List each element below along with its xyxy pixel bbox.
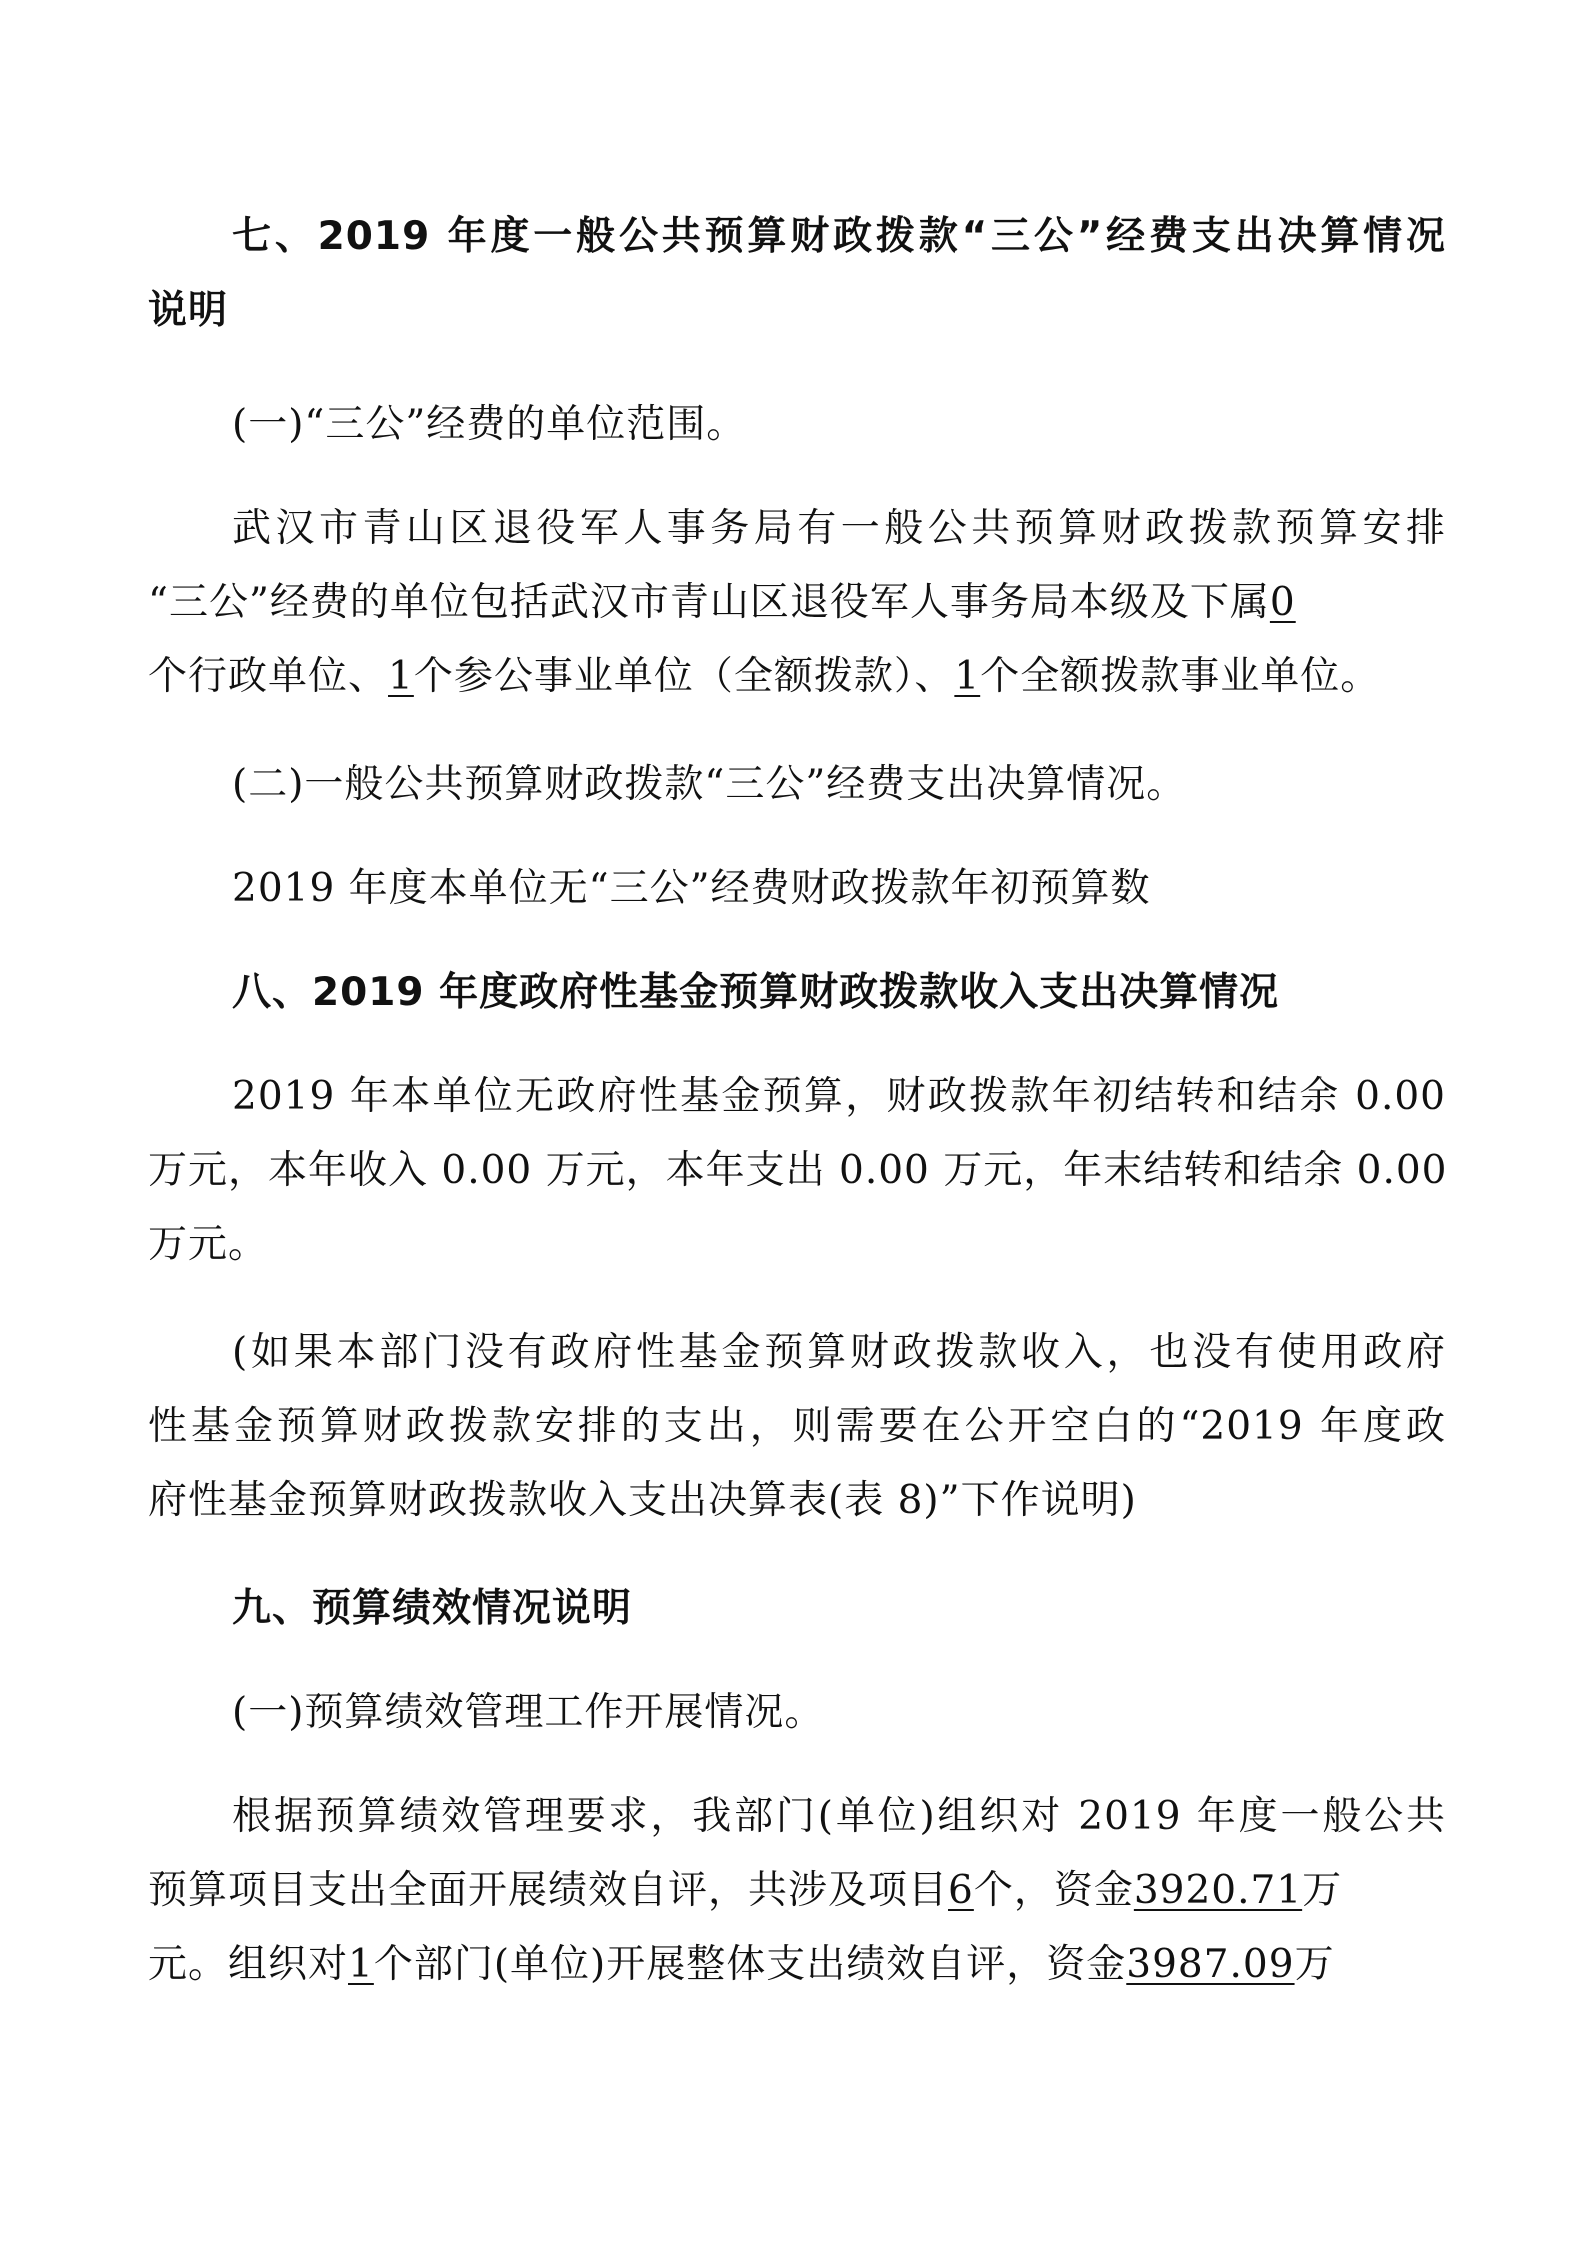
section-9-1-line2-a: 预算项目支出全面开展绩效自评，共涉及项目	[148, 1868, 949, 1913]
section-9-1-line3-a: 元。组织对	[148, 1942, 349, 1987]
project-funds-amount: 3920.71	[1133, 1868, 1303, 1913]
project-count: 6	[948, 1868, 974, 1913]
section-8-note	[148, 1316, 1446, 1538]
section-9-1-heading	[148, 1676, 1446, 1750]
section-8-note-line2: 性基金预算财政拨款安排的支出，则需要在公开空白的“2019 年度政	[148, 1404, 1446, 1449]
section-9-1-line3-b: 个部门(单位)开展整体支出绩效自评，资金	[373, 1942, 1127, 1987]
section-8-line2: 万元，本年收入 0.00 万元，本年支出 0.00 万元，年末结转和结余 0.00	[148, 1148, 1448, 1193]
section-9-1-line2	[148, 1854, 1446, 1928]
section-8-line3: 万元。	[148, 1222, 269, 1267]
section-9-1-heading-text: (一)预算绩效管理工作开展情况。	[232, 1690, 825, 1735]
department-funds-amount: 3987.09	[1126, 1942, 1295, 1987]
section-9-1-paragraph	[148, 1780, 1446, 2002]
public-institution-count: 1	[954, 654, 981, 699]
section-7-2-text: 2019 年度本单位无“三公”经费财政拨款年初预算数	[232, 866, 1151, 911]
civil-service-unit-count: 1	[388, 654, 414, 699]
section-9-1-line1: 根据预算绩效管理要求，我部门(单位)组织对 2019 年度一般公共	[232, 1794, 1446, 1839]
section-7-1-line2	[148, 566, 1446, 640]
section-9-1-line2-b: 个，资金	[973, 1868, 1134, 1913]
section-9-1-line2-c: 万	[1302, 1868, 1343, 1913]
section-7-1-heading	[148, 388, 1446, 462]
section-7-1-line3-b: 个参公事业单位（全额拨款）、	[413, 654, 955, 699]
section-7-title	[148, 200, 1446, 348]
section-7-2-heading-text: (二)一般公共预算财政拨款“三公”经费支出决算情况。	[232, 762, 1187, 807]
section-7-title-line2: 说明	[148, 288, 229, 333]
section-8-title	[148, 956, 1446, 1030]
section-9-1-line3-c: 万	[1294, 1942, 1335, 1987]
section-7-1-line3	[148, 640, 1446, 714]
section-9-title-text: 九、预算绩效情况说明	[232, 1586, 633, 1631]
section-7-1-line2-text: “三公”经费的单位包括武汉市青山区退役军人事务局本级及下属	[148, 580, 1270, 625]
section-8-title-text: 八、2019 年度政府性基金预算财政拨款收入支出决算情况	[232, 970, 1280, 1015]
section-7-2-paragraph	[148, 852, 1446, 926]
section-7-2-heading	[148, 748, 1446, 822]
section-7-1-paragraph	[148, 492, 1446, 714]
department-count: 1	[348, 1942, 374, 1987]
section-7-1-line3-a: 个行政单位、	[148, 654, 389, 699]
section-8-paragraph	[148, 1060, 1446, 1282]
section-7-1-line3-c: 个全额拨款事业单位。	[980, 654, 1381, 699]
section-9-title	[148, 1572, 1446, 1646]
section-7-1-heading-text: (一)“三公”经费的单位范围。	[232, 402, 747, 447]
section-7-1-line1: 武汉市青山区退役军人事务局有一般公共预算财政拨款预算安排	[232, 506, 1446, 551]
section-7-title-line1: 七、2019 年度一般公共预算财政拨款“三公”经费支出决算情况	[232, 214, 1446, 259]
section-8-line1: 2019 年本单位无政府性基金预算，财政拨款年初结转和结余 0.00	[232, 1074, 1446, 1119]
admin-unit-count: 0	[1269, 580, 1296, 625]
section-9-1-line3	[148, 1928, 1446, 2002]
section-8-note-line1: (如果本部门没有政府性基金预算财政拨款收入，也没有使用政府	[232, 1330, 1446, 1375]
section-8-note-line3: 府性基金预算财政拨款收入支出决算表(表 8)”下作说明)	[148, 1478, 1137, 1523]
